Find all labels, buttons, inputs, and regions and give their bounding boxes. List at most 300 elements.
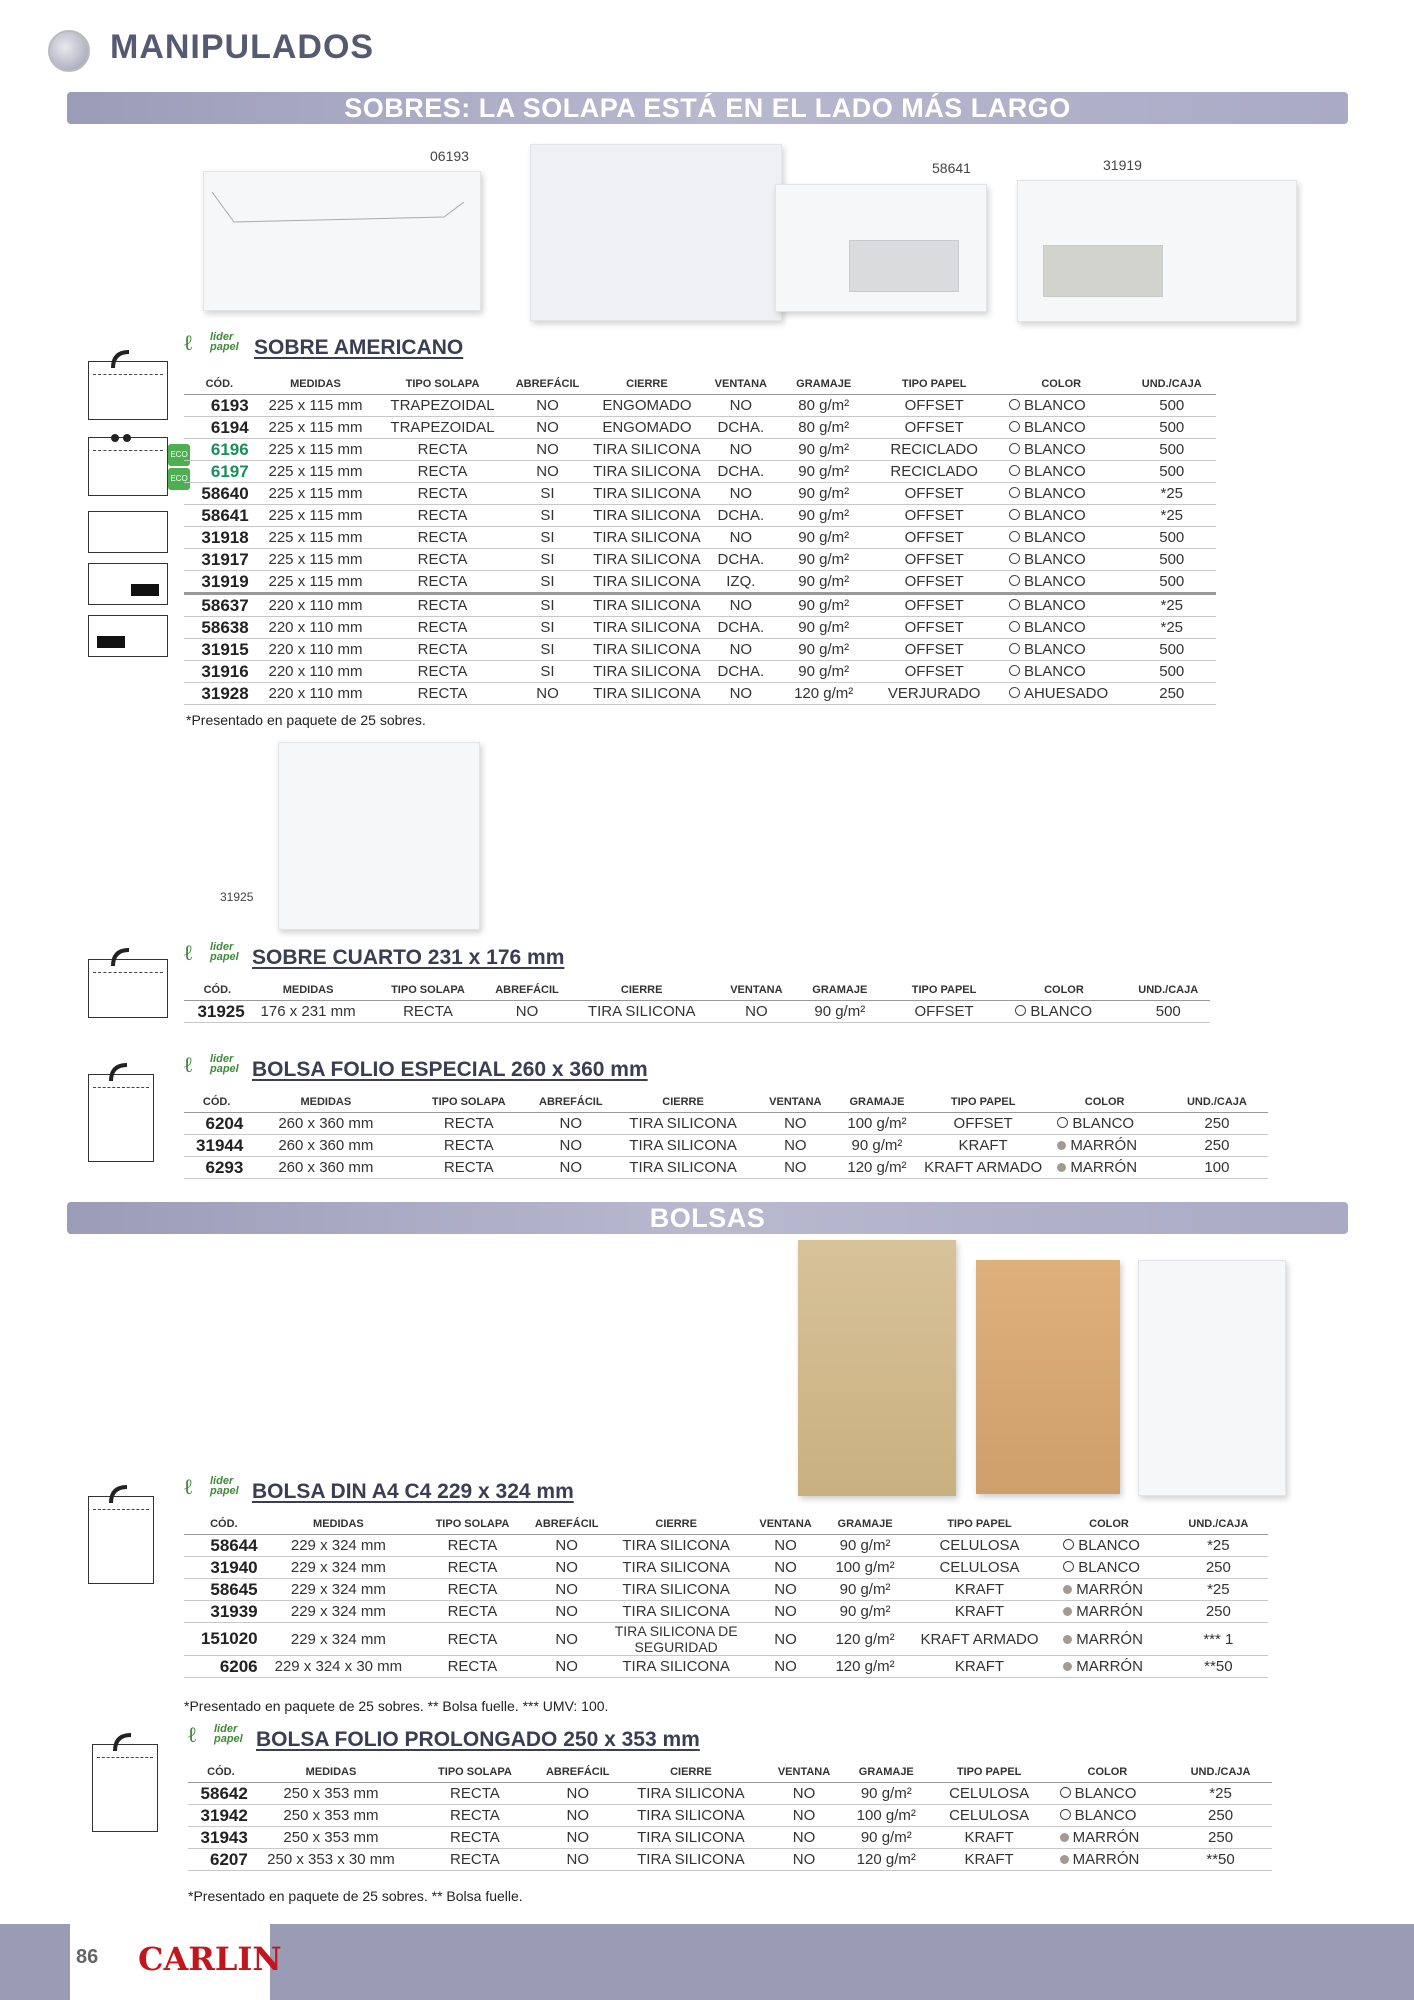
cell-color: BLANCO	[995, 505, 1128, 527]
color-swatch-icon	[1063, 1607, 1072, 1616]
cell-medidas: 229 x 324 x 30 mm	[264, 1656, 414, 1678]
cell-code: 6293	[184, 1157, 249, 1179]
cell-gramaje: 90 g/m²	[774, 483, 873, 505]
cell-ventana: NO	[751, 1601, 821, 1623]
cell-und: 250	[1169, 1805, 1272, 1827]
brand-logo: ℓ lider papel	[184, 1052, 239, 1078]
eco-badge-icon: ECO	[168, 444, 190, 466]
cell-code: 6196	[184, 439, 255, 461]
cell-und: 500	[1128, 527, 1216, 549]
brand-logo: ℓ lider papel	[184, 330, 239, 356]
column-header: CÓD.	[184, 376, 255, 395]
cell-gramaje: 90 g/m²	[774, 549, 873, 571]
column-header: MEDIDAS	[255, 376, 377, 395]
table-row	[184, 1579, 1268, 1601]
leaf-icon: ℓ	[184, 1052, 193, 1078]
table-row	[184, 683, 1216, 705]
cell-und: **50	[1169, 1656, 1268, 1678]
cell-gramaje: 90 g/m²	[774, 571, 873, 594]
cell-medidas: 229 x 324 mm	[264, 1535, 414, 1557]
column-header: UND./CAJA	[1169, 1764, 1272, 1783]
cell-abre: NO	[542, 1783, 614, 1805]
cell-papel: KRAFT	[910, 1656, 1050, 1678]
cell-cierre: TIRA SILICONA	[602, 1601, 751, 1623]
cell-code: 151020	[184, 1623, 264, 1656]
cell-gramaje: 90 g/m²	[820, 1579, 909, 1601]
column-header: VENTANA	[760, 1094, 831, 1113]
envelope-glue-icon	[88, 437, 168, 496]
cell-und: **50	[1169, 1849, 1272, 1871]
color-swatch-icon	[1063, 1561, 1074, 1572]
cell-medidas: 229 x 324 mm	[264, 1623, 414, 1656]
window-icon	[849, 240, 959, 292]
cell-abre: SI	[509, 639, 586, 661]
color-swatch-icon	[1009, 553, 1020, 564]
cell-cierre: TIRA SILICONA	[607, 1113, 760, 1135]
column-header: TIPO PAPEL	[873, 376, 995, 395]
cell-solapa: RECTA	[408, 1783, 542, 1805]
column-header: UND./CAJA	[1128, 376, 1216, 395]
cell-und: 500	[1128, 571, 1216, 594]
color-swatch-icon	[1009, 421, 1020, 432]
table-row	[184, 1113, 1268, 1135]
cell-abre: NO	[509, 439, 586, 461]
color-swatch-icon	[1009, 487, 1020, 498]
cell-code: 58645	[184, 1579, 264, 1601]
cell-gramaje: 90 g/m²	[820, 1535, 909, 1557]
cell-abre: NO	[532, 1601, 602, 1623]
cell-cierre: TIRA SILICONA	[607, 1157, 760, 1179]
cell-papel: OFFSET	[873, 594, 995, 617]
brand-logo: ℓ lider papel	[184, 1474, 239, 1500]
cell-solapa: RECTA	[413, 1656, 532, 1678]
cell-cierre: TIRA SILICONA	[602, 1535, 751, 1557]
cell-papel: CELULOSA	[933, 1805, 1046, 1827]
cell-code: 31939	[184, 1601, 264, 1623]
cell-code: 31919	[184, 571, 255, 594]
flap-arrow-icon	[111, 1731, 141, 1753]
table-row	[184, 417, 1216, 439]
cell-color: BLANCO	[1043, 1113, 1165, 1135]
cell-medidas: 225 x 115 mm	[255, 527, 377, 549]
cell-abre: NO	[509, 417, 586, 439]
cell-solapa: RECTA	[408, 1827, 542, 1849]
column-header: UND./CAJA	[1166, 1094, 1268, 1113]
cell-ventana: NO	[768, 1783, 840, 1805]
cell-code: 6193	[184, 395, 255, 417]
cell-cierre: TIRA SILICONA DE SEGURIDAD	[602, 1623, 751, 1656]
cell-cierre: TIRA SILICONA	[602, 1579, 751, 1601]
cell-ventana: NO	[751, 1656, 821, 1678]
leaf-icon: ℓ	[188, 1722, 197, 1748]
bag-flap-icon	[88, 1074, 154, 1162]
cell-und: *25	[1128, 617, 1216, 639]
column-header: CIERRE	[602, 1516, 751, 1535]
brand-logo: ℓ lider papel	[184, 940, 239, 966]
envelope-plain-icon	[88, 511, 168, 553]
cell-abre: NO	[532, 1623, 602, 1656]
cell-papel: OFFSET	[887, 1001, 1002, 1023]
image-label: 31925	[220, 890, 254, 904]
cell-ventana: NO	[751, 1557, 821, 1579]
cell-gramaje: 90 g/m²	[774, 439, 873, 461]
color-swatch-icon	[1009, 643, 1020, 654]
cell-und: *25	[1128, 505, 1216, 527]
flap-arrow-icon	[109, 946, 139, 968]
cell-solapa: RECTA	[402, 1135, 535, 1157]
cell-color: BLANCO	[995, 594, 1128, 617]
cell-ventana: NO	[708, 483, 774, 505]
cell-color: BLANCO	[995, 439, 1128, 461]
cell-medidas: 220 x 110 mm	[255, 617, 377, 639]
band-bolsas: BOLSAS	[67, 1202, 1348, 1234]
cell-gramaje: 90 g/m²	[840, 1783, 933, 1805]
color-swatch-icon	[1060, 1787, 1071, 1798]
column-header: UND./CAJA	[1169, 1516, 1268, 1535]
color-swatch-icon	[1009, 443, 1020, 454]
cell-color: BLANCO	[995, 617, 1128, 639]
column-header: ABREFÁCIL	[509, 376, 586, 395]
cell-medidas: 260 x 360 mm	[249, 1157, 402, 1179]
cell-code: 31915	[184, 639, 255, 661]
color-swatch-icon	[1060, 1855, 1069, 1864]
cell-papel: RECICLADO	[873, 461, 995, 483]
cell-ventana: DCHA.	[708, 549, 774, 571]
flap-arrow-icon	[107, 1483, 137, 1505]
cell-papel: KRAFT	[910, 1579, 1050, 1601]
cell-ventana: NO	[708, 527, 774, 549]
cell-abre: SI	[509, 549, 586, 571]
envelope-window-right-icon	[88, 563, 168, 605]
column-header: TIPO SOLAPA	[413, 1516, 532, 1535]
cell-und: 250	[1169, 1601, 1268, 1623]
column-header: CIERRE	[586, 376, 708, 395]
product-table	[184, 376, 1216, 705]
kraft-bag-image	[798, 1240, 956, 1496]
cell-und: 500	[1128, 661, 1216, 683]
cell-gramaje: 120 g/m²	[774, 683, 873, 705]
cell-code: 6207	[188, 1849, 254, 1871]
cell-cierre: ENGOMADO	[586, 395, 708, 417]
cell-solapa: RECTA	[402, 1113, 535, 1135]
color-swatch-icon	[1009, 621, 1020, 632]
column-header: GRAMAJE	[840, 1764, 933, 1783]
cell-papel: OFFSET	[873, 571, 995, 594]
table-header-row	[184, 376, 1216, 395]
cell-papel: OFFSET	[873, 527, 995, 549]
cell-ventana: NO	[708, 683, 774, 705]
cell-color: MARRÓN	[1049, 1601, 1168, 1623]
cell-abre: SI	[509, 483, 586, 505]
cell-ventana: NO	[751, 1579, 821, 1601]
cell-papel: OFFSET	[873, 417, 995, 439]
cell-ventana: NO	[760, 1135, 831, 1157]
cell-color: MARRÓN	[1049, 1656, 1168, 1678]
column-header: CÓD.	[184, 1094, 249, 1113]
cell-abre: SI	[509, 527, 586, 549]
cell-cierre: TIRA SILICONA	[586, 617, 708, 639]
cell-ventana: DCHA.	[708, 461, 774, 483]
cell-ventana: DCHA.	[708, 661, 774, 683]
kraft-bag-image	[976, 1260, 1120, 1494]
color-swatch-icon	[1009, 575, 1020, 586]
table-row	[184, 1157, 1268, 1179]
cell-cierre: TIRA SILICONA	[586, 549, 708, 571]
section-logo-icon	[48, 30, 90, 72]
column-header: MEDIDAS	[254, 1764, 408, 1783]
cell-cierre: TIRA SILICONA	[602, 1656, 751, 1678]
table-row	[184, 1623, 1268, 1656]
cell-color: MARRÓN	[1046, 1827, 1169, 1849]
table-note: *Presentado en paquete de 25 sobres. ** Bolsa fuelle. *** UMV: 100.	[184, 1698, 609, 1714]
cell-papel: OFFSET	[923, 1113, 1044, 1135]
cell-abre: NO	[542, 1827, 614, 1849]
cell-ventana: DCHA.	[708, 505, 774, 527]
cell-papel: KRAFT	[933, 1849, 1046, 1871]
cell-solapa: RECTA	[413, 1601, 532, 1623]
cell-gramaje: 100 g/m²	[820, 1557, 909, 1579]
cell-solapa: RECTA	[376, 639, 509, 661]
cell-medidas: 225 x 115 mm	[255, 417, 377, 439]
cell-gramaje: 90 g/m²	[831, 1135, 923, 1157]
color-swatch-icon	[1009, 465, 1020, 476]
cell-code: 58640	[184, 483, 255, 505]
cell-color: BLANCO	[995, 461, 1128, 483]
table-note: *Presentado en paquete de 25 sobres.	[186, 712, 426, 728]
cell-ventana: NO	[751, 1623, 821, 1656]
envelope-window-image	[775, 184, 987, 312]
column-header: UND./CAJA	[1127, 982, 1211, 1001]
cell-solapa: RECTA	[376, 527, 509, 549]
cell-cierre: TIRA SILICONA	[586, 683, 708, 705]
cell-cierre: TIRA SILICONA	[614, 1827, 768, 1849]
cell-ventana: NO	[708, 594, 774, 617]
cell-medidas: 260 x 360 mm	[249, 1113, 402, 1135]
cell-code: 31916	[184, 661, 255, 683]
cell-solapa: RECTA	[365, 1001, 490, 1023]
leaf-icon: ℓ	[184, 330, 193, 356]
cell-solapa: RECTA	[376, 594, 509, 617]
cell-medidas: 229 x 324 mm	[264, 1557, 414, 1579]
cell-solapa: RECTA	[376, 549, 509, 571]
table-row	[184, 571, 1216, 594]
table-header-row	[184, 1516, 1268, 1535]
table-row	[184, 1557, 1268, 1579]
envelope-image	[203, 171, 481, 311]
column-header: COLOR	[1043, 1094, 1165, 1113]
cell-solapa: TRAPEZOIDAL	[376, 417, 509, 439]
page-number: 86	[76, 1946, 99, 1968]
glue-drop-icon	[107, 426, 137, 446]
cell-code: 6204	[184, 1113, 249, 1135]
cell-cierre: TIRA SILICONA	[586, 439, 708, 461]
column-header: ABREFÁCIL	[535, 1094, 606, 1113]
cell-color: BLANCO	[995, 639, 1128, 661]
cell-solapa: RECTA	[376, 439, 509, 461]
eco-badge-icon: ECO	[168, 468, 190, 490]
cell-medidas: 229 x 324 mm	[264, 1601, 414, 1623]
color-swatch-icon	[1009, 531, 1020, 542]
cell-medidas: 225 x 115 mm	[255, 461, 377, 483]
table-row	[184, 505, 1216, 527]
cell-solapa: RECTA	[402, 1157, 535, 1179]
cell-color: BLANCO	[995, 549, 1128, 571]
leaf-icon: ℓ	[184, 940, 193, 966]
color-swatch-icon	[1063, 1635, 1072, 1644]
table-row	[188, 1827, 1272, 1849]
cell-code: 31943	[188, 1827, 254, 1849]
cell-cierre: TIRA SILICONA	[564, 1001, 720, 1023]
cell-und: 500	[1128, 395, 1216, 417]
envelope-window-left-icon	[88, 615, 168, 657]
cell-und: 250	[1169, 1557, 1268, 1579]
cell-cierre: TIRA SILICONA	[607, 1135, 760, 1157]
column-header: TIPO PAPEL	[933, 1764, 1046, 1783]
column-header: CIERRE	[614, 1764, 768, 1783]
cell-und: 250	[1166, 1135, 1268, 1157]
table-row	[184, 395, 1216, 417]
cell-papel: OFFSET	[873, 639, 995, 661]
cell-color: BLANCO	[995, 483, 1128, 505]
cell-color: BLANCO	[1001, 1001, 1126, 1023]
column-header: GRAMAJE	[793, 982, 887, 1001]
cell-abre: SI	[509, 661, 586, 683]
table-row	[184, 461, 1216, 483]
cell-solapa: RECTA	[376, 683, 509, 705]
cell-color: BLANCO	[995, 395, 1128, 417]
cell-gramaje: 120 g/m²	[840, 1849, 933, 1871]
cell-solapa: TRAPEZOIDAL	[376, 395, 509, 417]
color-swatch-icon	[1057, 1163, 1066, 1172]
table-row	[184, 594, 1216, 617]
cell-ventana: NO	[768, 1849, 840, 1871]
cell-abre: NO	[532, 1579, 602, 1601]
cell-cierre: TIRA SILICONA	[586, 639, 708, 661]
envelope-window-image	[1017, 180, 1297, 322]
cell-medidas: 176 x 231 mm	[251, 1001, 366, 1023]
color-swatch-icon	[1009, 509, 1020, 520]
cell-medidas: 225 x 115 mm	[255, 395, 377, 417]
cell-ventana: IZQ.	[708, 571, 774, 594]
cell-code: 31925	[184, 1001, 251, 1023]
column-header: CIERRE	[564, 982, 720, 1001]
cell-solapa: RECTA	[408, 1805, 542, 1827]
cell-color: MARRÓN	[1043, 1157, 1165, 1179]
cell-color: BLANCO	[995, 571, 1128, 594]
cell-medidas: 250 x 353 x 30 mm	[254, 1849, 408, 1871]
cell-ventana: NO	[751, 1535, 821, 1557]
image-label: 06193	[430, 148, 469, 164]
cell-gramaje: 90 g/m²	[774, 661, 873, 683]
cell-cierre: TIRA SILICONA	[586, 661, 708, 683]
cell-solapa: RECTA	[413, 1579, 532, 1601]
product-table	[184, 1094, 1268, 1179]
color-swatch-icon	[1057, 1141, 1066, 1150]
cell-und: 250	[1166, 1113, 1268, 1135]
table-row	[188, 1805, 1272, 1827]
table-row	[184, 1535, 1268, 1557]
cell-papel: CELULOSA	[933, 1783, 1046, 1805]
cell-color: MARRÓN	[1046, 1849, 1169, 1871]
cell-gramaje: 90 g/m²	[774, 527, 873, 549]
cell-gramaje: 80 g/m²	[774, 417, 873, 439]
cell-und: *** 1	[1169, 1623, 1268, 1656]
cell-solapa: RECTA	[376, 571, 509, 594]
envelope-flap-icon	[88, 361, 168, 420]
cell-code: 31917	[184, 549, 255, 571]
cell-papel: KRAFT	[933, 1827, 1046, 1849]
envelope-image	[530, 144, 782, 321]
cell-gramaje: 90 g/m²	[840, 1827, 933, 1849]
cell-papel: OFFSET	[873, 395, 995, 417]
table-row	[184, 1135, 1268, 1157]
cell-und: *25	[1128, 594, 1216, 617]
column-header: CÓD.	[184, 982, 251, 1001]
color-swatch-icon	[1057, 1117, 1068, 1128]
cell-abre: NO	[542, 1805, 614, 1827]
cell-color: BLANCO	[1049, 1535, 1168, 1557]
cell-papel: VERJURADO	[873, 683, 995, 705]
table-row	[184, 549, 1216, 571]
cell-color: BLANCO	[1049, 1557, 1168, 1579]
column-header: COLOR	[1046, 1764, 1169, 1783]
cell-medidas: 220 x 110 mm	[255, 661, 377, 683]
cell-ventana: NO	[708, 639, 774, 661]
table-row	[184, 483, 1216, 505]
table-row	[184, 1001, 1210, 1023]
column-header: CIERRE	[607, 1094, 760, 1113]
cell-code: 58637	[184, 594, 255, 617]
bag-flap-icon	[92, 1744, 158, 1832]
cell-medidas: 225 x 115 mm	[255, 505, 377, 527]
column-header: ABREFÁCIL	[532, 1516, 602, 1535]
column-header: MEDIDAS	[249, 1094, 402, 1113]
cell-medidas: 220 x 110 mm	[255, 594, 377, 617]
column-header: GRAMAJE	[831, 1094, 923, 1113]
cell-code: 58638	[184, 617, 255, 639]
cell-code: 6194	[184, 417, 255, 439]
cell-color: AHUESADO	[995, 683, 1128, 705]
cell-code: 31942	[188, 1805, 254, 1827]
color-swatch-icon	[1060, 1809, 1071, 1820]
envelope-flap-icon	[88, 959, 168, 1018]
cell-papel: OFFSET	[873, 617, 995, 639]
cell-code: 31944	[184, 1135, 249, 1157]
product-table	[188, 1764, 1272, 1871]
cell-gramaje: 80 g/m²	[774, 395, 873, 417]
section-title: BOLSA DIN A4 C4 229 x 324 mm	[252, 1480, 574, 1503]
cell-abre: NO	[532, 1535, 602, 1557]
cell-abre: NO	[509, 683, 586, 705]
cell-cierre: ENGOMADO	[586, 417, 708, 439]
cell-cierre: TIRA SILICONA	[586, 461, 708, 483]
cell-papel: KRAFT	[910, 1601, 1050, 1623]
cell-und: 500	[1128, 417, 1216, 439]
cell-gramaje: 90 g/m²	[774, 461, 873, 483]
color-swatch-icon	[1015, 1005, 1026, 1016]
table-header-row	[184, 1094, 1268, 1113]
cell-abre: NO	[535, 1113, 606, 1135]
cell-medidas: 229 x 324 mm	[264, 1579, 414, 1601]
cell-gramaje: 90 g/m²	[774, 594, 873, 617]
cell-gramaje: 90 g/m²	[820, 1601, 909, 1623]
flap-arrow-icon	[107, 1061, 137, 1083]
flap-arrow-icon	[109, 348, 139, 370]
cell-gramaje: 90 g/m²	[774, 505, 873, 527]
cell-ventana: NO	[760, 1157, 831, 1179]
cell-papel: CELULOSA	[910, 1535, 1050, 1557]
section-title: BOLSA FOLIO ESPECIAL 260 x 360 mm	[252, 1058, 648, 1081]
